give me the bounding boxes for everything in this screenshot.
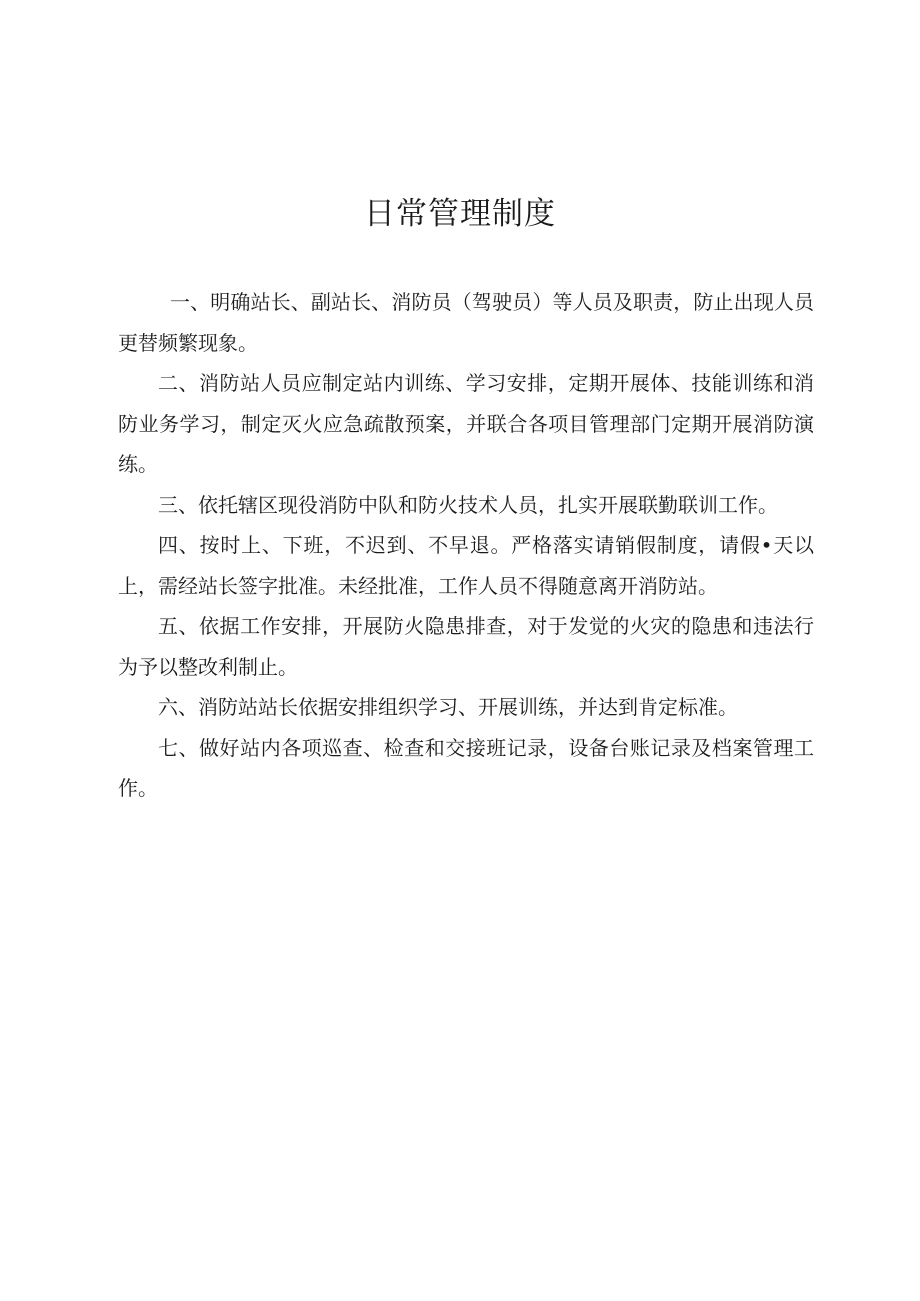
paragraph-2: 二、消防站人员应制定站内训练、学习安排，定期开展体、技能训练和消防业务学习，制定灭火应急疏散预案，并联合各项目管理部门定期开展消防演练。 <box>118 371 814 476</box>
paragraph-3: 三、依托辖区现役消防中队和防火技术人员，扎实开展联勤联训工作。 <box>158 492 778 517</box>
document-body <box>118 282 814 809</box>
paragraph-1: 一、明确站长、副站长、消防员（驾驶员）等人员及职责，防止出现人员更替频繁现象。 <box>118 290 814 355</box>
paragraph-5: 五、依据工作安排，开展防火隐患排查，对于发觉的火灾的隐患和违法行为予以整改利制止。 <box>118 614 814 679</box>
paragraph-6: 六、消防站站长依据安排组织学习、开展训练，并达到肯定标准。 <box>158 695 738 719</box>
paragraph-7: 七、做好站内各项巡查、检查和交接班记录，设备台账记录及档案管理工作。 <box>118 735 814 800</box>
document-title: 日常管理制度 <box>364 196 556 232</box>
paragraph-4: 四、按时上、下班，不迟到、不早退。严格落实请销假制度，请假•天以上，需经站长签字批准。未经批准，工作人员不得随意离开消防站。 <box>118 533 814 598</box>
